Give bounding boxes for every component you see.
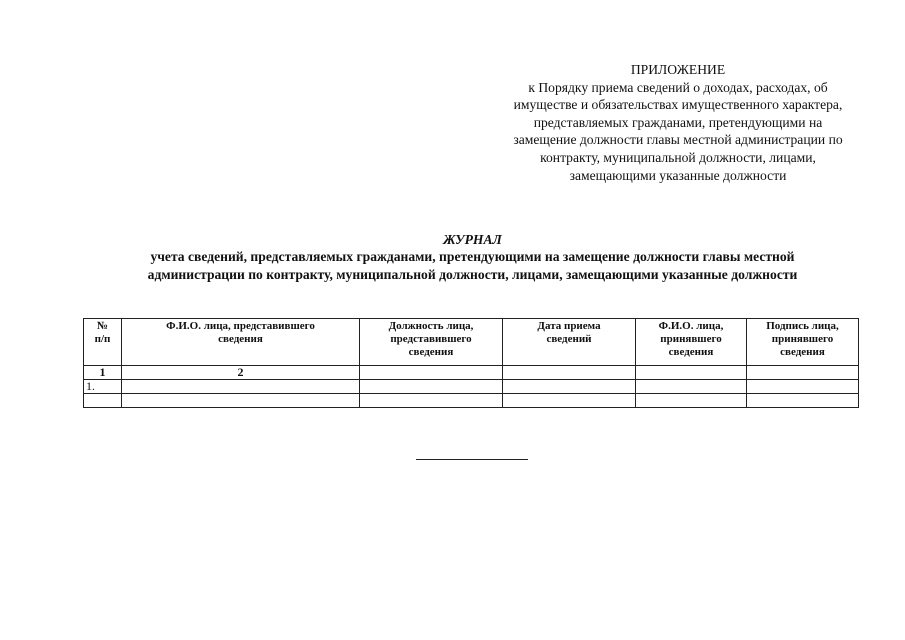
header-cell-receipt-date: Дата приема сведений	[503, 319, 636, 366]
appendix-line: к Порядку приема сведений о доходах, расходах, об	[528, 79, 828, 95]
header-cell-submitter-position: Должность лица, представившего сведения	[360, 319, 503, 366]
table-cell: 1	[84, 366, 122, 380]
table-cell	[360, 366, 503, 380]
table-cell	[503, 366, 636, 380]
table-numbering-row	[84, 366, 859, 380]
table-cell: 1.	[84, 380, 122, 394]
table-cell	[360, 380, 503, 394]
table-cell	[84, 394, 122, 408]
table-cell	[747, 380, 859, 394]
journal-subtitle-line: администрации по контракту, муниципальной должности, лицами, замещающими указанные должности	[147, 266, 798, 282]
table-cell	[636, 380, 747, 394]
journal-subtitle-line: учета сведений, представляемых гражданами, претендующими на замещение должности главы местной	[150, 249, 795, 265]
journal-title: ЖУРНАЛ	[443, 232, 502, 247]
table-cell	[747, 366, 859, 380]
table-row	[84, 394, 859, 408]
table-cell	[503, 380, 636, 394]
table-cell	[636, 366, 747, 380]
table-header-row	[84, 319, 859, 366]
table-cell	[747, 394, 859, 408]
table-cell: 2	[122, 366, 360, 380]
appendix-line: представляемых гражданами, претендующими на	[533, 114, 823, 130]
header-cell-receiver-name: Ф.И.О. лица, принявшего сведения	[636, 319, 747, 366]
appendix-line: замещающими указанные должности	[569, 167, 787, 183]
journal-heading	[60, 231, 885, 283]
header-cell-submitter-name: Ф.И.О. лица, представившего сведения	[122, 319, 360, 366]
table-row	[84, 380, 859, 394]
appendix-line: замещение должности главы местной администрации по	[513, 132, 843, 148]
appendix-line: контракту, муниципальной должности, лицами,	[540, 149, 816, 165]
table-cell	[360, 394, 503, 408]
table-cell	[503, 394, 636, 408]
appendix-line: имуществе и обязательствах имущественного характера,	[513, 97, 843, 113]
table-cell	[636, 394, 747, 408]
appendix-title: ПРИЛОЖЕНИЕ	[630, 62, 726, 77]
journal-table	[83, 318, 859, 408]
footer-divider	[416, 459, 528, 460]
table-cell	[122, 394, 360, 408]
header-cell-receiver-signature: Подпись лица, принявшего сведения	[747, 319, 859, 366]
header-cell-number: № п/п	[84, 319, 122, 366]
appendix-block	[495, 61, 861, 184]
table-cell	[122, 380, 360, 394]
